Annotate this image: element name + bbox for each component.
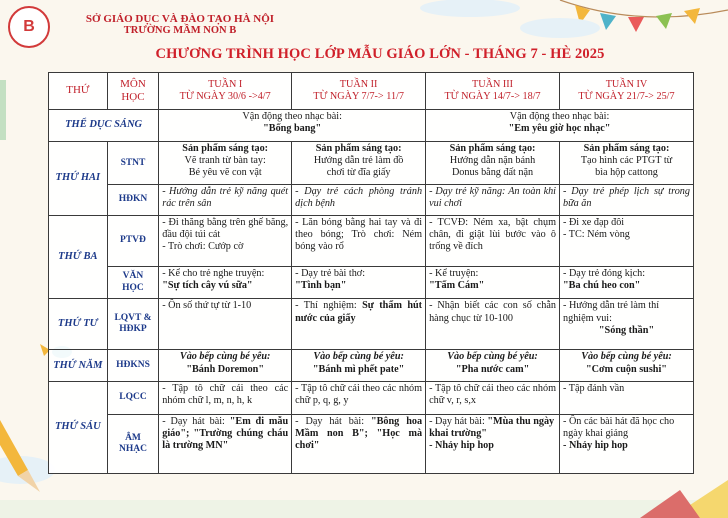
day-wednesday: THỨ TƯ — [49, 299, 108, 350]
morning-exercise-weeks-1-2: Vận động theo nhạc bài: "Bống bang" — [159, 109, 426, 142]
cell-stnt-week-3: Sản phẩm sáng tạo: Hướng dẫn nặn bánh Donus bằng đất nặn — [426, 142, 560, 185]
row-tuesday-ptvd — [49, 215, 694, 266]
cell-lqcc-week-3: - Tập tô chữ cái theo các nhóm chữ v, r, s,x — [426, 382, 560, 415]
subject-stnt: STNT — [107, 142, 159, 185]
cell-hdkns-week-3: Vào bếp cùng bé yêu: "Pha nước cam" — [426, 350, 560, 382]
cell-lqvt-week-2: - Thí nghiệm: Sự thẩm hút nước của giấy — [292, 299, 426, 350]
cell-hdkn-week-4: - Dạy trẻ phép lịch sự trong bữa ăn — [560, 185, 694, 216]
col-header-week-1: TUẦN I TỪ NGÀY 30/6 ->4/7 — [159, 73, 292, 110]
cell-stnt-week-1: Sản phẩm sáng tạo: Vẽ tranh từ bàn tay: Bé yêu vẽ con vật — [159, 142, 292, 185]
schedule-table — [48, 72, 694, 474]
cell-ptvd-week-3: - TCVĐ: Ném xa, bật chụm chân, đi giật lùi bước vào ô trống về đích — [426, 215, 560, 266]
row-thursday — [49, 350, 694, 382]
cell-am-nhac-week-1: - Dạy hát bài: "Em đi mẫu giáo"; "Trường chúng cháu là trường MN" — [159, 414, 292, 473]
logo-letter: B — [23, 18, 35, 35]
cell-lqcc-week-2: - Tập tô chữ cái theo các nhóm chữ p, q, g, y — [292, 382, 426, 415]
row-wednesday — [49, 299, 694, 350]
subject-hdkn: HĐKN — [107, 185, 159, 216]
cell-ptvd-week-2: - Lăn bóng bằng hai tay và đi theo bóng; Trò chơi: Ném bóng vào rổ — [292, 215, 426, 266]
cell-van-hoc-week-4: - Dạy trẻ đóng kịch: "Ba chú heo con" — [560, 266, 694, 299]
cell-am-nhac-week-3: - Dạy hát bài: "Mùa thu ngày khai trường" - Nhảy hip hop — [426, 414, 560, 473]
cell-stnt-week-2: Sản phẩm sáng tạo: Hướng dẫn trẻ làm đồ chơi từ đĩa giấy — [292, 142, 426, 185]
cell-hdkns-week-4: Vào bếp cùng bé yêu: "Cơm cuộn sushi" — [560, 350, 694, 382]
cell-hdkns-week-1: Vào bếp cùng bé yêu: "Bánh Doremon" — [159, 350, 292, 382]
cell-ptvd-week-1: - Đi thăng bằng trên ghế băng, đầu đội túi cát - Trò chơi: Cướp cờ — [159, 215, 292, 266]
subject-ptvd: PTVĐ — [107, 215, 159, 266]
cell-hdkn-week-2: - Dạy trẻ cách phòng tránh dịch bệnh — [292, 185, 426, 216]
cell-van-hoc-week-3: - Kể truyện: "Tấm Cám" — [426, 266, 560, 299]
department-name: SỞ GIÁO DỤC VÀ ĐÀO TẠO HÀ NỘI — [85, 13, 275, 25]
cell-hdkns-week-2: Vào bếp cùng bé yêu: "Bánh mì phết pate" — [292, 350, 426, 382]
row-morning-exercise — [49, 109, 694, 142]
row-monday-hdkn — [49, 185, 694, 216]
subject-lqcc: LQCC — [107, 382, 159, 415]
cell-van-hoc-week-1: - Kể cho trẻ nghe truyện: "Sự tích cây vú sữa" — [159, 266, 292, 299]
subject-lqvt-hdkp: LQVT & HĐKP — [107, 299, 159, 350]
subject-van-hoc: VĂN HỌC — [107, 266, 159, 299]
cell-am-nhac-week-2: - Dạy hát bài: "Bông hoa Mầm non B"; "Học mà chơi" — [292, 414, 426, 473]
cell-hdkn-week-1: - Hướng dẫn trẻ kỹ năng quét rác trên sân — [159, 185, 292, 216]
day-tuesday: THỨ BA — [49, 215, 108, 299]
subject-am-nhac: ÂM NHẠC — [107, 414, 159, 473]
cell-am-nhac-week-4: - Ôn các bài hát đã học cho ngày khai giảng - Nhảy hip hop — [560, 414, 694, 473]
cell-lqvt-week-1: - Ôn số thứ tự từ 1-10 — [159, 299, 292, 350]
cell-stnt-week-4: Sản phẩm sáng tạo: Tạo hình các PTGT từ bìa hộp cattong — [560, 142, 694, 185]
row-friday-am-nhac — [49, 414, 694, 473]
morning-exercise-weeks-3-4: Vận động theo nhạc bài: "Em yêu giờ học nhạc" — [426, 109, 694, 142]
row-friday-lqcc — [49, 382, 694, 415]
school-logo — [8, 6, 50, 48]
school-name: TRƯỜNG MẦM NON B — [123, 25, 237, 36]
morning-exercise-label: THỂ DỤC SÁNG — [49, 109, 159, 142]
cell-lqcc-week-4: - Tập đánh vần — [560, 382, 694, 415]
col-header-week-4: TUẦN IV TỪ NGÀY 21/7-> 25/7 — [560, 73, 694, 110]
page-header — [0, 0, 728, 70]
day-thursday: THỨ NĂM — [49, 350, 108, 382]
subject-hdkns: HĐKNS — [107, 350, 159, 382]
cell-ptvd-week-4: - Đi xe đạp đôi - TC: Ném vòng — [560, 215, 694, 266]
col-header-subject: MÔN HỌC — [107, 73, 159, 110]
cell-lqcc-week-1: - Tập tô chữ cái theo các nhóm chữ l, m, n, h, k — [159, 382, 292, 415]
cell-hdkn-week-3: - Dạy trẻ kỹ năng: An toàn khi vui chơi — [426, 185, 560, 216]
cell-lqvt-week-3: - Nhận biết các con số chẵn hàng chục từ 10-100 — [426, 299, 560, 350]
row-monday-stnt — [49, 142, 694, 185]
col-header-week-3: TUẦN III TỪ NGÀY 14/7-> 18/7 — [426, 73, 560, 110]
cell-lqvt-week-4: - Hướng dẫn trẻ làm thí nghiệm vui: "Sóng thần" — [560, 299, 694, 350]
day-monday: THỨ HAI — [49, 142, 108, 215]
col-header-day: THỨ — [49, 73, 108, 110]
page-title: CHƯƠNG TRÌNH HỌC LỚP MẪU GIÁO LỚN - THÁNG 7 - HÈ 2025 — [155, 46, 605, 62]
cell-van-hoc-week-2: - Dạy trẻ bài thơ: "Tình bạn" — [292, 266, 426, 299]
header-row — [49, 73, 694, 110]
row-tuesday-van-hoc — [49, 266, 694, 299]
col-header-week-2: TUẦN II TỪ NGÀY 7/7-> 11/7 — [292, 73, 426, 110]
day-friday: THỨ SÁU — [49, 382, 108, 474]
